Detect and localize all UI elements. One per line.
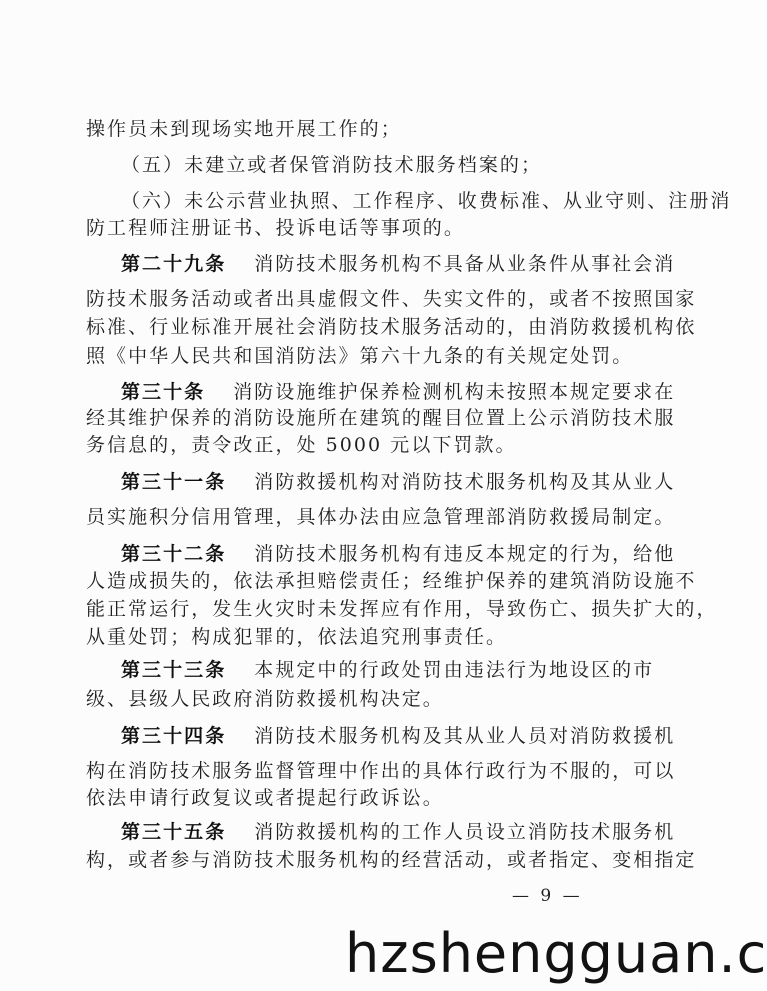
text-line: 务信息的，责令改正，处 5000 元以下罚款。 — [86, 434, 517, 456]
text-line: （六）未公示营业执照、工作程序、收费标准、从业守则、注册消 — [121, 190, 732, 212]
text-line: 标准、行业标准开展社会消防技术服务活动的，由消防救援机构依 — [86, 316, 697, 338]
text-line: 级、县级人民政府消防救援机构决定。 — [86, 688, 444, 710]
text-line: 构在消防技术服务监督管理中作出的具体行政行为不服的，可以 — [86, 760, 676, 782]
text-line: 照《中华人民共和国消防法》第六十九条的有关规定处罚。 — [86, 345, 634, 367]
article-32: 第三十二条 消防技术服务机构有违反本规定的行为，给他 — [121, 543, 676, 565]
article-30-heading: 第三十条 — [121, 381, 206, 403]
article-31-heading: 第三十一条 — [121, 471, 227, 493]
article-31: 第三十一条 消防救援机构对消防技术服务机构及其从业人 — [121, 471, 676, 493]
text-line: 防技术服务活动或者出具虚假文件、失实文件的，或者不按照国家 — [86, 288, 697, 310]
article-33-heading: 第三十三条 — [121, 659, 227, 681]
text-line: 操作员未到现场实地开展工作的； — [86, 118, 402, 140]
article-32-heading: 第三十二条 — [121, 543, 227, 565]
site-watermark: hzshengguan.c — [345, 922, 767, 985]
article-29: 第二十九条 消防技术服务机构不具备从业条件从事社会消 — [121, 253, 676, 275]
text-line: 人造成损失的，依法承担赔偿责任；经维护保养的建筑消防设施不 — [86, 570, 697, 592]
article-29-heading: 第二十九条 — [121, 253, 227, 275]
text-line: 依法申请行政复议或者提起行政诉讼。 — [86, 787, 444, 809]
text-line: 经其维护保养的消防设施所在建筑的醒目位置上公示消防技术服 — [86, 407, 676, 429]
text-line: 防工程师注册证书、投诉电话等事项的。 — [86, 217, 465, 239]
page-number: — 9 — — [512, 886, 583, 906]
article-33: 第三十三条 本规定中的行政处罚由违法行为地设区的市 — [121, 659, 655, 681]
article-35: 第三十五条 消防救援机构的工作人员设立消防技术服务机 — [121, 821, 676, 843]
text-line: 构，或者参与消防技术服务机构的经营活动，或者指定、变相指定 — [86, 849, 697, 871]
article-35-heading: 第三十五条 — [121, 821, 227, 843]
article-34: 第三十四条 消防技术服务机构及其从业人员对消防救援机 — [121, 725, 676, 747]
article-34-heading: 第三十四条 — [121, 725, 227, 747]
text-line: （五）未建立或者保管消防技术服务档案的； — [121, 154, 543, 176]
article-30: 第三十条 消防设施维护保养检测机构未按照本规定要求在 — [121, 381, 676, 403]
text-line: 员实施积分信用管理，具体办法由应急管理部消防救援局制定。 — [86, 506, 676, 528]
text-line: 能正常运行，发生火灾时未发挥应有作用，导致伤亡、损失扩大的， — [86, 598, 718, 620]
text-line: 从重处罚；构成犯罪的，依法追究刑事责任。 — [86, 626, 508, 648]
